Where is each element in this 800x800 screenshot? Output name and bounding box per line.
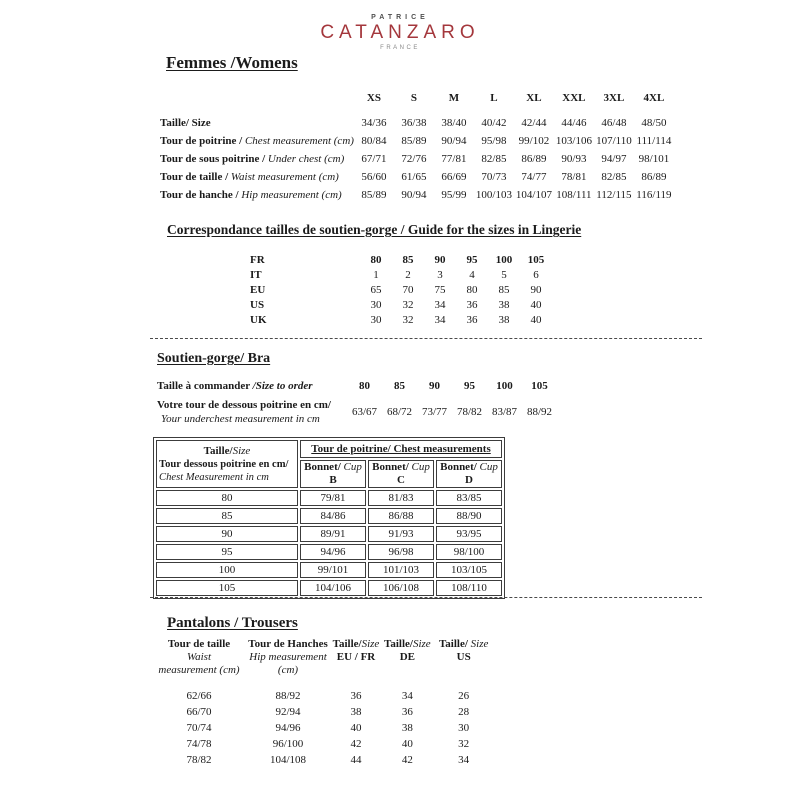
- size-cell: 6: [533, 268, 539, 281]
- women-size-table-wrap: [160, 90, 674, 204]
- size-cell: 116/119: [636, 189, 672, 201]
- size-cell: 36: [466, 313, 478, 326]
- size-cell: 100: [496, 380, 513, 392]
- row-label-en: Under chest (cm): [267, 153, 345, 165]
- size-cell: 38: [350, 706, 362, 718]
- lingerie-table-wrap: [250, 252, 552, 327]
- size-cell: 88/92: [275, 690, 301, 702]
- size-cell: 34: [458, 754, 470, 766]
- size-cell: 88/92: [526, 406, 553, 418]
- size-cell: 100/103: [475, 189, 512, 201]
- section-heading-trousers: Pantalons / Trousers: [167, 615, 298, 631]
- size-cell: 78/82: [456, 406, 483, 418]
- size-cell: 1: [373, 268, 379, 281]
- cup-header-row: [156, 440, 502, 458]
- table-row: [250, 312, 552, 327]
- cup-cell: 81/83: [368, 490, 434, 506]
- section-heading-women: Femmes /Womens: [166, 53, 298, 72]
- de-col-header: Taille/Size DE: [384, 638, 431, 663]
- size-cell: 82/85: [481, 153, 507, 165]
- row-label: [160, 132, 354, 150]
- size-col-header: 4XL: [643, 92, 665, 104]
- size-cell: 34/36: [361, 117, 387, 129]
- size-cell: 112/115: [596, 189, 632, 201]
- size-cell: 80: [359, 380, 370, 392]
- size-cell: 44/46: [561, 117, 587, 129]
- size-cell: 42/44: [521, 117, 547, 129]
- size-cell: 34: [401, 690, 413, 702]
- country-label: IT: [250, 268, 262, 281]
- table-row: [150, 704, 497, 720]
- size-cell: 95: [466, 253, 478, 266]
- us-col-header: Taille/ Size US: [438, 638, 489, 663]
- trousers-table: [150, 638, 497, 768]
- size-cell: 44: [350, 754, 362, 766]
- size-cell: 32: [402, 298, 414, 311]
- size-cell: 34: [434, 298, 446, 311]
- band-size-cell: 80: [156, 490, 298, 506]
- hip-col-header: Tour de Hanches Hip measurement (cm): [248, 638, 328, 676]
- size-cell: 66/70: [186, 706, 212, 718]
- size-cell: 83/87: [491, 406, 518, 418]
- table-row: [157, 376, 557, 396]
- size-cell: 4: [469, 268, 475, 281]
- row-label: [160, 150, 354, 168]
- brand-logo-france: FRANCE: [380, 45, 420, 51]
- section-heading-bra: Soutien-gorge/ Bra: [157, 351, 271, 366]
- size-cell: 85: [394, 380, 405, 392]
- size-cell: 95/98: [481, 135, 507, 147]
- dashed-divider: [150, 597, 702, 598]
- size-cell: 85/89: [401, 135, 427, 147]
- size-cell: 105: [531, 380, 548, 392]
- size-cell: 80: [466, 283, 478, 296]
- table-row: [157, 396, 557, 428]
- size-col-header: XL: [526, 92, 542, 104]
- size-cell: 95/99: [441, 189, 467, 201]
- brand-logo: [0, 14, 800, 51]
- size-cell: 32: [458, 738, 470, 750]
- size-cell: 42: [401, 754, 413, 766]
- size-cell: 46/48: [601, 117, 627, 129]
- size-cell: 68/72: [386, 406, 413, 418]
- size-cell: 95: [464, 380, 475, 392]
- size-cell: 48/50: [641, 117, 667, 129]
- bra-table: [157, 376, 557, 428]
- size-cell: 36: [401, 706, 413, 718]
- size-cell: 32: [402, 313, 414, 326]
- country-label: UK: [250, 313, 267, 326]
- cup-cell: 83/85: [436, 490, 502, 506]
- row-label-fr: Taille/ Size: [160, 117, 211, 129]
- size-cell: 30: [370, 298, 382, 311]
- size-cell: 26: [458, 690, 470, 702]
- table-row: [160, 114, 674, 132]
- size-cell: 67/71: [361, 153, 387, 165]
- size-cell: 90/93: [561, 153, 587, 165]
- size-cell: 90: [530, 283, 542, 296]
- table-row: [160, 150, 674, 168]
- size-cell: 77/81: [441, 153, 467, 165]
- size-cell: 105: [527, 253, 545, 266]
- eu-fr-col-header: Taille/Size EU / FR: [332, 638, 380, 663]
- size-cell: 99/102: [518, 135, 550, 147]
- cup-table: [153, 437, 505, 599]
- row-label-fr: Tour de poitrine /: [160, 135, 245, 147]
- size-cell: 40: [401, 738, 413, 750]
- corner-line1: Taille/Size: [203, 444, 251, 457]
- size-cell: 90/94: [401, 189, 427, 201]
- table-row: [250, 267, 552, 282]
- size-cell: 85: [402, 253, 414, 266]
- cup-cell: 86/88: [368, 508, 434, 524]
- row-label-en: Hip measurement (cm): [241, 189, 342, 201]
- size-cell: 90: [434, 253, 446, 266]
- size-col-header: L: [490, 92, 498, 104]
- size-cell: 90/94: [441, 135, 467, 147]
- band-size-cell: 90: [156, 526, 298, 542]
- cup-cell: 91/93: [368, 526, 434, 542]
- size-cell: 96/100: [272, 738, 304, 750]
- cup-cell: 96/98: [368, 544, 434, 560]
- size-cell: 2: [405, 268, 411, 281]
- cup-col-header-d: Bonnet/ Cup D: [436, 460, 502, 488]
- size-cell: 36: [350, 690, 362, 702]
- size-cell: 40: [350, 722, 362, 734]
- table-row: [156, 490, 502, 506]
- row-label: [157, 376, 347, 396]
- table-row: [156, 526, 502, 542]
- chest-measurements-header: Tour de poitrine/ Chest measurements: [300, 440, 502, 458]
- table-row: [156, 508, 502, 524]
- cup-cell: 104/106: [300, 580, 366, 596]
- row-label: [160, 114, 354, 132]
- band-size-cell: 100: [156, 562, 298, 578]
- table-row: [150, 736, 497, 752]
- table-row: [250, 282, 552, 297]
- size-cell: 103/106: [555, 135, 592, 147]
- table-row: [150, 720, 497, 736]
- size-cell: 86/89: [641, 171, 667, 183]
- size-cell: 5: [501, 268, 507, 281]
- cup-cell: 106/108: [368, 580, 434, 596]
- row-label: [160, 168, 354, 186]
- women-size-table: [160, 90, 674, 204]
- size-cell: 70/73: [481, 171, 507, 183]
- size-cell: 40/42: [481, 117, 507, 129]
- table-row: [156, 580, 502, 596]
- size-cell: 90: [429, 380, 440, 392]
- size-cell: 75: [434, 283, 446, 296]
- country-label: EU: [250, 283, 266, 296]
- cup-cell: 103/105: [436, 562, 502, 578]
- size-cell: 36/38: [401, 117, 427, 129]
- size-cell: 80: [370, 253, 382, 266]
- row-label: [157, 396, 347, 428]
- brand-logo-catanzaro: CATANZARO: [320, 22, 480, 43]
- trousers-header-row: [150, 638, 497, 688]
- size-cell: 66/69: [441, 171, 467, 183]
- cup-cell: 101/103: [368, 562, 434, 578]
- table-row: [250, 297, 552, 312]
- size-cell: 62/66: [186, 690, 212, 702]
- size-cell: 104/107: [515, 189, 552, 201]
- women-size-header-row: [160, 90, 674, 114]
- size-cell: 80/84: [361, 135, 387, 147]
- row-label: [160, 186, 354, 204]
- size-cell: 34: [434, 313, 446, 326]
- size-cell: 61/65: [401, 171, 427, 183]
- size-cell: 40: [530, 298, 542, 311]
- cup-cell: 98/100: [436, 544, 502, 560]
- size-cell: 38/40: [441, 117, 467, 129]
- empty-corner-cell: [160, 90, 354, 114]
- section-heading-lingerie: Correspondance tailles de soutien-gorge / Guide for the sizes in Lingerie: [167, 222, 582, 237]
- size-cell: 108/111: [556, 189, 592, 201]
- size-cell: 74/78: [186, 738, 212, 750]
- row-label-en: Your underchest measurement in cm: [161, 413, 320, 425]
- size-cell: 38: [498, 298, 510, 311]
- cup-cell: 88/90: [436, 508, 502, 524]
- cup-cell: 84/86: [300, 508, 366, 524]
- table-row: [156, 562, 502, 578]
- size-cell: 42: [350, 738, 362, 750]
- size-cell: 72/76: [401, 153, 427, 165]
- size-cell: 78/82: [186, 754, 212, 766]
- lingerie-table: [250, 252, 552, 327]
- size-cell: 70: [402, 283, 414, 296]
- table-row: [160, 186, 674, 204]
- row-label-fr: Taille à commander: [157, 380, 253, 392]
- row-label-fr: Tour de taille /: [160, 171, 231, 183]
- size-cell: 85/89: [361, 189, 387, 201]
- cup-cell: 79/81: [300, 490, 366, 506]
- size-cell: 100: [495, 253, 513, 266]
- size-col-header: 3XL: [603, 92, 625, 104]
- trousers-table-wrap: [150, 638, 497, 768]
- size-cell: 92/94: [275, 706, 301, 718]
- size-cell: 94/96: [275, 722, 301, 734]
- size-cell: 94/97: [601, 153, 627, 165]
- size-cell: 104/108: [269, 754, 307, 766]
- country-label: FR: [250, 253, 265, 266]
- size-cell: 38: [498, 313, 510, 326]
- size-cell: 74/77: [521, 171, 547, 183]
- cup-cell: 94/96: [300, 544, 366, 560]
- cup-corner-header: [156, 440, 298, 488]
- size-col-header: XXL: [562, 92, 586, 104]
- table-row: [250, 252, 552, 267]
- band-size-cell: 105: [156, 580, 298, 596]
- size-col-header: S: [410, 92, 417, 104]
- size-cell: 30: [458, 722, 470, 734]
- size-cell: 70/74: [186, 722, 212, 734]
- country-label: US: [250, 298, 265, 311]
- corner-line2: Tour dessous poitrine en cm/: [159, 458, 289, 470]
- waist-col-header: Tour de taille Waist measurement (cm): [158, 638, 240, 676]
- size-cell: 3: [437, 268, 443, 281]
- cup-cell: 93/95: [436, 526, 502, 542]
- cup-cell: 108/110: [436, 580, 502, 596]
- row-label-en: Chest measurement (cm): [244, 135, 354, 147]
- size-cell: 63/67: [351, 406, 378, 418]
- size-cell: 40: [530, 313, 542, 326]
- size-cell: 78/81: [561, 171, 587, 183]
- brand-logo-patrice: PATRICE: [371, 14, 429, 21]
- cup-table-wrap: [153, 437, 505, 599]
- table-row: [150, 688, 497, 704]
- row-label-fr: Tour de sous poitrine /: [160, 153, 268, 165]
- size-col-header: XS: [366, 92, 381, 104]
- size-cell: 82/85: [601, 171, 627, 183]
- size-cell: 85: [498, 283, 510, 296]
- size-cell: 65: [370, 283, 382, 296]
- cup-col-header-c: Bonnet/ Cup C: [368, 460, 434, 488]
- size-cell: 36: [466, 298, 478, 311]
- band-size-cell: 95: [156, 544, 298, 560]
- table-row: [160, 168, 674, 186]
- dashed-divider: [150, 338, 702, 339]
- bra-table-wrap: [157, 376, 557, 428]
- row-label-en: /Size to order: [252, 380, 313, 392]
- size-cell: 38: [401, 722, 413, 734]
- cup-col-header-b: Bonnet/ Cup B: [300, 460, 366, 488]
- row-label-fr: Votre tour de dessous poitrine en cm/: [157, 399, 331, 411]
- size-cell: 73/77: [421, 406, 448, 418]
- band-size-cell: 85: [156, 508, 298, 524]
- size-cell: 28: [458, 706, 470, 718]
- size-cell: 86/89: [521, 153, 547, 165]
- row-label-fr: Tour de hanche /: [160, 189, 242, 201]
- cup-cell: 99/101: [300, 562, 366, 578]
- size-cell: 56/60: [361, 171, 387, 183]
- table-row: [150, 752, 497, 768]
- table-row: [156, 544, 502, 560]
- table-row: [160, 132, 674, 150]
- corner-line3: Chest Measurement in cm: [159, 471, 269, 483]
- row-label-en: Waist measurement (cm): [230, 171, 339, 183]
- size-cell: 111/114: [636, 135, 672, 147]
- size-cell: 107/110: [596, 135, 632, 147]
- size-col-header: M: [448, 92, 460, 104]
- size-cell: 30: [370, 313, 382, 326]
- cup-cell: 89/91: [300, 526, 366, 542]
- size-cell: 98/101: [638, 153, 670, 165]
